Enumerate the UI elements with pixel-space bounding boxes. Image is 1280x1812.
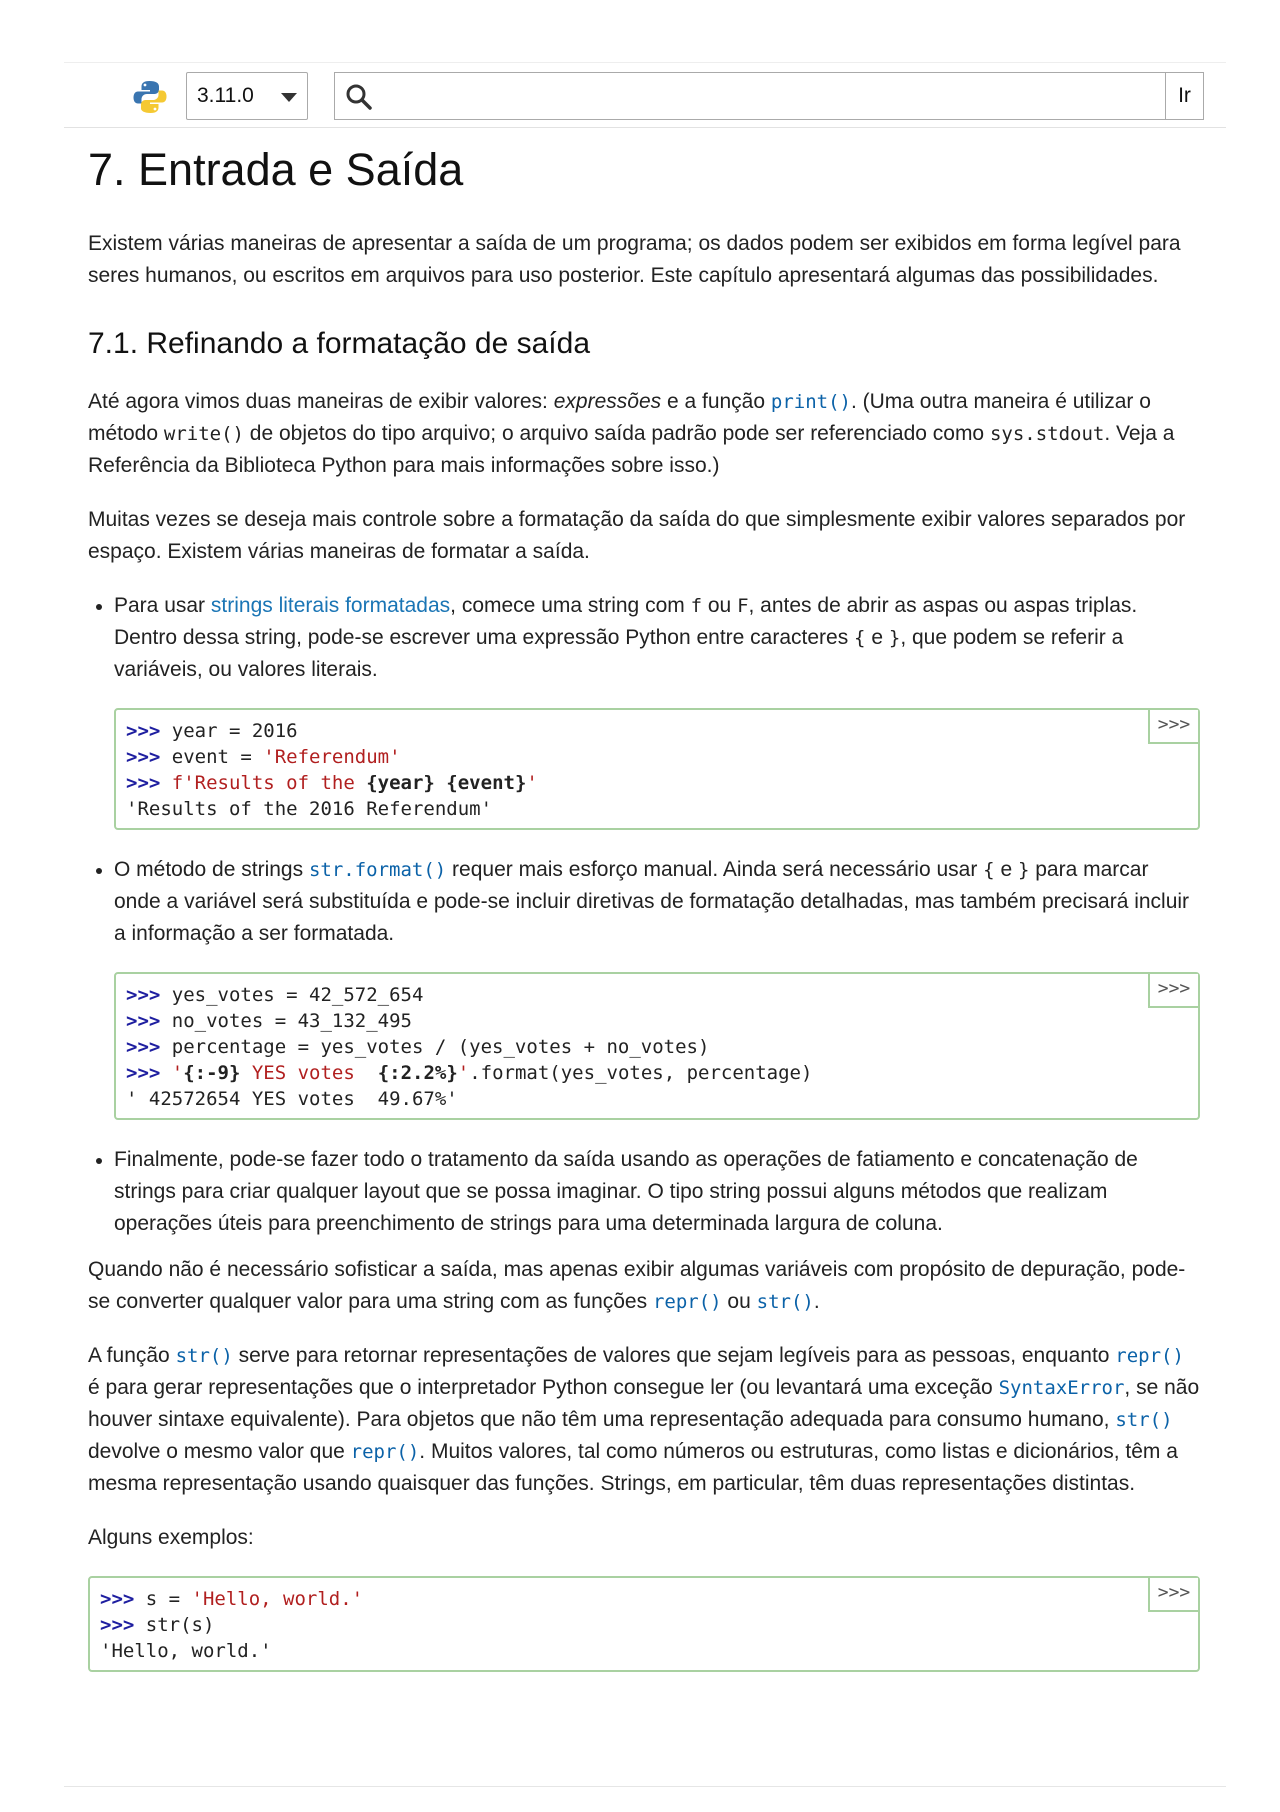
repr-ref-link[interactable]: repr() [1115,1345,1184,1367]
section-title: 7.1. Refinando a formatação de saída [88,327,591,360]
page-bottom-edge [64,1786,1226,1812]
copy-prompt-toggle-button[interactable]: >>> [1148,1578,1198,1612]
str-format-ref-link[interactable]: str.format() [308,859,447,881]
search-go-button[interactable]: Ir [1166,72,1204,120]
version-select[interactable] [186,72,308,120]
paragraph-more-control: Muitas vezes se deseja mais controle sobre a formatação da saída do que simplesmente exibir valores separados por espaço. Existem várias maneiras de formatar a saída. [88,508,1186,563]
list-item: Finalmente, pode-se fazer todo o tratamento da saída usando as operações de fatiamento e concatenação de strings para criar qualquer layout que se possa imaginar. O tipo string possui alguns métodos que realizam operações úteis para preenchimento de strings para uma determinada largura de coluna. [114,1144,1200,1240]
search-input[interactable] [334,72,1166,120]
paragraph-debugging: Quando não é necessário sofisticar a saída, mas apenas exibir algumas variáveis com propósito de depuração, pode-se converter qualquer valor para uma string com as funções repr() ou str(). [88,1258,1186,1313]
str-ref-link[interactable]: str() [756,1291,814,1313]
print-ref-link[interactable]: print() [770,391,851,413]
paragraph-output-methods: Até agora vimos duas maneiras de exibir valores: expressões e a função print(). (Uma outra maneira é utilizar o método write() de objetos do tipo arquivo; o arquivo saída padrão pode ser referenciado como sys.stdout. Veja a Referência da Biblioteca Python para mais informações sobre isso.) [88,390,1175,477]
code-example-format: >>> >>> yes_votes = 42_572_654 >>> no_votes = 43_132_495 >>> percentage = yes_votes / (yes_votes + no_votes) >>> '{:-9} YES votes {:2.2%}'.format(yes_votes, percentage) ' 42572654 YES votes 49.67%' [114,972,1200,1120]
paragraph-examples: Alguns exemplos: [88,1526,254,1549]
str-ref-link[interactable]: str() [175,1345,233,1367]
chevron-down-icon [281,93,297,102]
copy-prompt-toggle-button[interactable]: >>> [1148,974,1198,1008]
list-item: O método de strings str.format() requer mais esforço manual. Ainda será necessário usar { e } para marcar onde a variável será substituída e pode-se incluir diretivas de formatação detalhadas, mas também precisará incluir a informação a ser formatada. >>> >>> yes_votes = 42_572_654 >>> no_votes = 43_132_495 >>> percentage = yes_votes / (yes_votes + no_votes) >>> '{:-9} YES votes {:2.2%}'.format(yes_votes, percentage) ' 42572654 YES votes 49.67%' [114,854,1200,1120]
formatted-strings-link[interactable]: strings literais formatadas [210,594,451,617]
search-icon [345,83,373,111]
str-ref-link[interactable]: str() [1115,1409,1173,1431]
code-example-str-repr: >>> >>> s = 'Hello, world.' >>> str(s) 'Hello, world.' [88,1576,1200,1672]
copy-prompt-toggle-button[interactable]: >>> [1148,710,1198,744]
paragraph-str-vs-repr: A função str() serve para retornar representações de valores que sejam legíveis para as pessoas, enquanto repr() é para gerar representações que o interpretador Python consegue ler (ou levantará uma exceção SyntaxError, se não houver sintaxe equivalente). Para objetos que não têm uma representação adequada para consumo humano, str() devolve o mesmo valor que repr(). Muitos valores, tal como números ou estruturas, como listas e dicionários, têm a mesma representação usando quaisquer das funções. Strings, em particular, têm duas representações distintas. [88,1344,1200,1495]
main-content [88,128,1200,1696]
repr-ref-link[interactable]: repr() [350,1441,420,1463]
page-title: 7. Entrada e Saída [88,144,464,195]
formatting-methods-list [88,590,1200,1240]
top-navigation-bar [64,62,1226,128]
python-logo-icon[interactable] [132,79,168,115]
intro-paragraph: Existem várias maneiras de apresentar a saída de um programa; os dados podem ser exibidos em forma legível para seres humanos, ou escritos em arquivos para uso posterior. Este capítulo apresentará algumas das possibilidades. [88,232,1181,287]
repr-ref-link[interactable]: repr() [652,1291,722,1313]
syntaxerror-ref-link[interactable]: SyntaxError [998,1377,1125,1399]
version-value: 3.11.0 [197,84,254,107]
code-example-fstring: >>> >>> year = 2016 >>> event = 'Referendum' >>> f'Results of the {year} {event}' 'Results of the 2016 Referendum' [114,708,1200,830]
list-item: Para usar strings literais formatadas, comece uma string com f ou F, antes de abrir as aspas ou aspas triplas. Dentro dessa string, pode-se escrever uma expressão Python entre caracteres { e }, que podem se referir a variáveis, ou valores literais. >>> >>> year = 2016 >>> event = 'Referendum' >>> f'Results of the {year} {event}' 'Results of the 2016 Referendum' [114,590,1200,830]
